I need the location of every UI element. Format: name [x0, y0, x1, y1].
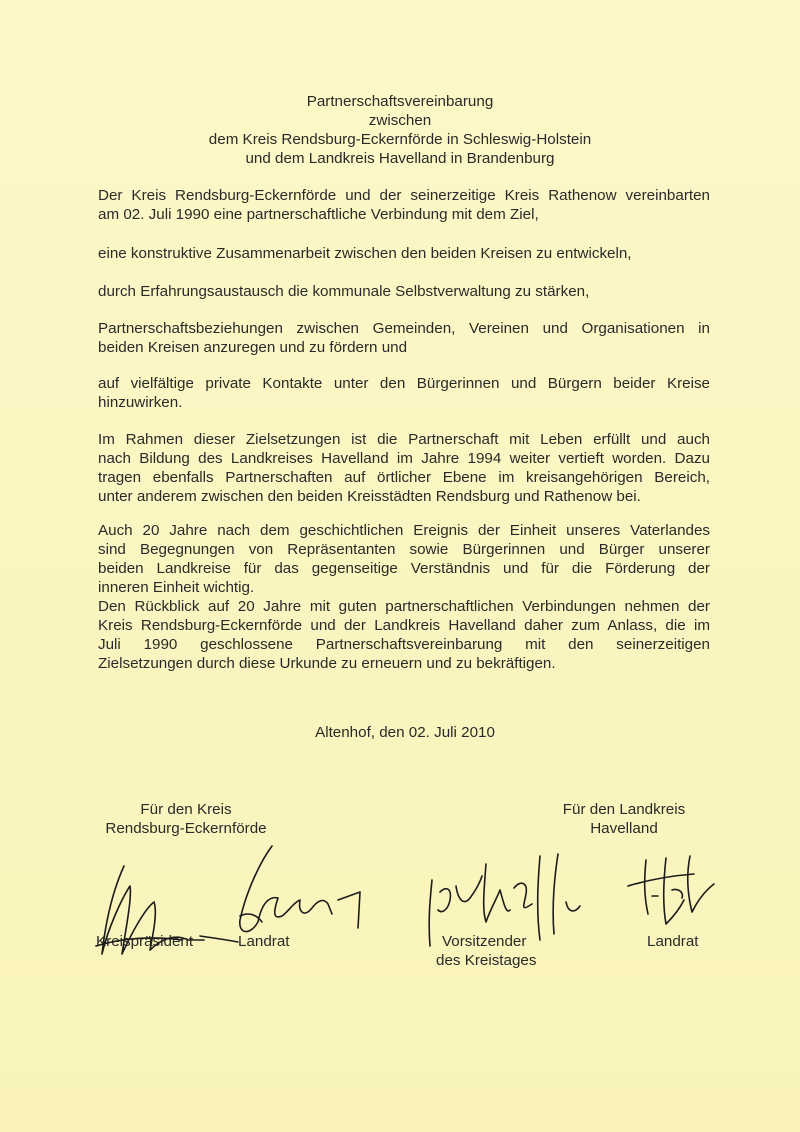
signature-kreispraesident — [92, 858, 212, 968]
role-landrat-right: Landrat — [647, 933, 699, 950]
document-title — [0, 92, 800, 168]
title-line: Partnerschaftsvereinbarung — [306, 93, 494, 110]
text-line: sind Begegnungen von Repräsentanten sowie Bürgerinnen und Bürger unserer — [98, 541, 710, 558]
text-line: Kreis Rendsburg-Eckernförde und der Landkreis Havelland daher zum Anlass, die im — [98, 617, 710, 634]
signature-landrat-right — [618, 846, 728, 936]
text-line: am 02. Juli 1990 eine partnerschaftliche Verbindung mit dem Ziel, — [98, 206, 539, 223]
rueckblick-paragraph — [98, 597, 710, 673]
role-kreistag: des Kreistages — [436, 952, 537, 969]
heading-line: Havelland — [590, 820, 658, 837]
title-line: und dem Landkreis Havelland in Brandenburg — [245, 150, 555, 167]
left-signatory-heading — [86, 800, 286, 838]
text-line: Im Rahmen dieser Zielsetzungen ist die Partnerschaft mit Leben erfüllt und auch — [98, 431, 710, 448]
signature-landrat-left — [200, 842, 370, 952]
text-line: Den Rückblick auf 20 Jahre mit guten partnerschaftlichen Verbindungen nehmen der — [98, 598, 710, 615]
text-line: Partnerschaftsbeziehungen zwischen Gemeinden, Vereinen und Organisationen in — [98, 320, 710, 337]
heading-line: Für den Kreis — [140, 801, 232, 818]
right-signatory-heading — [524, 800, 724, 838]
text-line: unter anderem zwischen den beiden Kreisstädten Rendsburg und Rathenow bei. — [98, 488, 641, 505]
goal-paragraph-2 — [98, 282, 710, 301]
heading-line: Rendsburg-Eckernförde — [105, 820, 267, 837]
role-kreispraesident: Kreispräsident — [96, 933, 194, 950]
text-line: tragen ebenfalls Partnerschaften auf örtlicher Ebene im kreisangehörigen Bereich, — [98, 469, 710, 486]
text-line: eine konstruktive Zusammenarbeit zwischen den beiden Kreisen zu entwickeln, — [98, 245, 632, 262]
text-line: nach Bildung des Landkreises Havelland im Jahre 1994 weiter vertieft worden. Dazu — [98, 450, 710, 467]
title-line: dem Kreis Rendsburg-Eckernförde in Schleswig-Holstein — [208, 131, 592, 148]
goal-paragraph-4 — [98, 374, 710, 412]
text-line: Der Kreis Rendsburg-Eckernförde und der seinerzeitige Kreis Rathenow vereinbarten — [98, 187, 710, 204]
text-line: beiden Landkreise für das gegenseitige Verständnis und für die Förderung der — [98, 560, 710, 577]
text-line: inneren Einheit wichtig. — [98, 579, 255, 596]
title-line: zwischen — [368, 112, 432, 129]
goal-paragraph-1 — [98, 244, 710, 263]
text-line: Juli 1990 geschlossene Partnerschaftsvereinbarung mit den seinerzeitigen — [98, 636, 710, 653]
rahmen-paragraph — [98, 430, 710, 506]
role-landrat-left: Landrat — [238, 933, 290, 950]
intro-paragraph — [98, 186, 710, 224]
auch-paragraph — [98, 521, 710, 597]
text-line: Zielsetzungen durch diese Urkunde zu erneuern und zu bekräftigen. — [98, 655, 556, 672]
goal-paragraph-3 — [98, 319, 710, 357]
signature-vorsitzender — [420, 850, 590, 950]
text-line: hinzuwirken. — [98, 394, 183, 411]
text-line: beiden Kreisen anzuregen und zu fördern und — [98, 339, 408, 356]
text-line: auf vielfältige private Kontakte unter den Bürgerinnen und Bürgern beider Kreise — [98, 375, 710, 392]
role-vorsitzender: Vorsitzender — [442, 933, 527, 950]
place-date: Altenhof, den 02. Juli 2010 — [315, 724, 495, 741]
heading-line: Für den Landkreis — [562, 801, 686, 818]
text-line: Auch 20 Jahre nach dem geschichtlichen Ereignis der Einheit unseres Vaterlandes — [98, 522, 710, 539]
text-line: durch Erfahrungsaustausch die kommunale Selbstverwaltung zu stärken, — [98, 283, 590, 300]
